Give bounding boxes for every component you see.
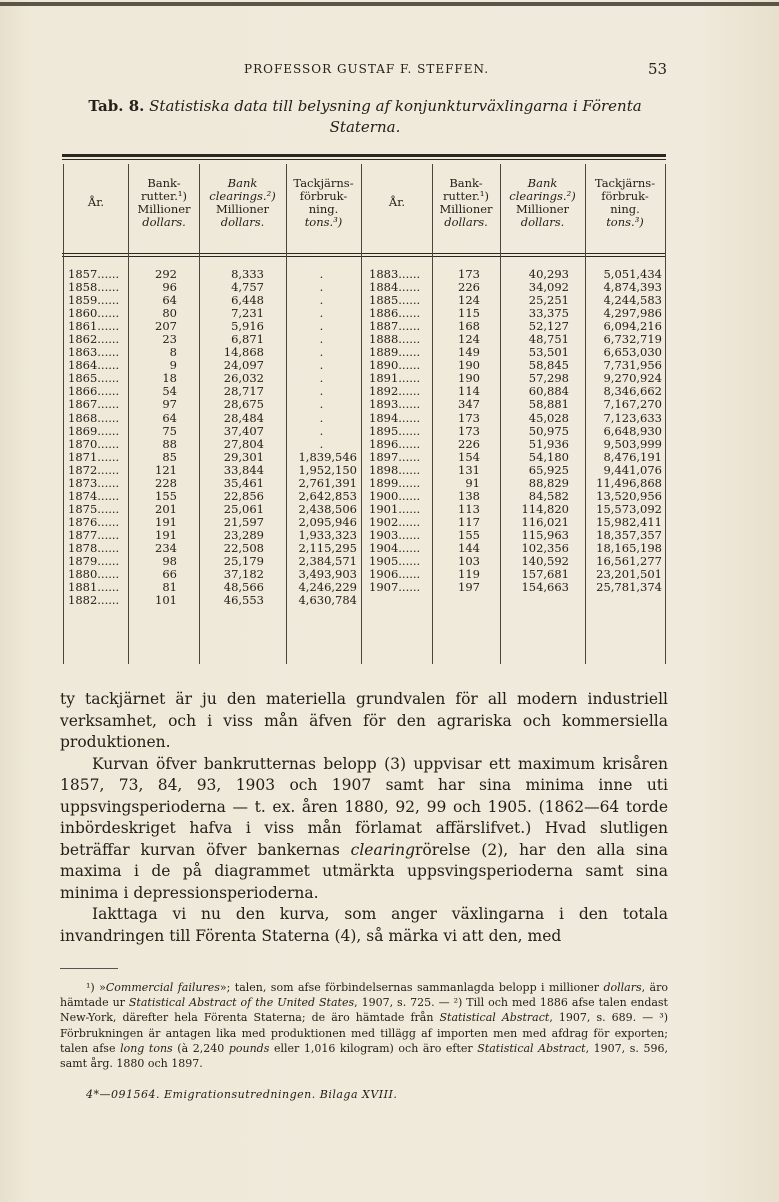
header-line: Bank bbox=[527, 176, 558, 190]
table-cell-failures: 9 bbox=[169, 358, 177, 373]
table-cell-clearings: 25,251 bbox=[528, 293, 569, 308]
table-cell-clearings: 22,856 bbox=[223, 488, 264, 503]
footnote bbox=[60, 980, 668, 1071]
table-cell-year: 1883...... bbox=[369, 267, 421, 281]
table-cell-year: 1868...... bbox=[68, 410, 120, 425]
table-cell-year: 1897...... bbox=[369, 449, 421, 464]
table-cell-year: 1906...... bbox=[369, 567, 421, 582]
table-cell-pigiron: . bbox=[319, 436, 324, 451]
header-line: Millioner bbox=[439, 202, 493, 216]
table-cell-clearings: 116,021 bbox=[521, 514, 569, 529]
table-cell-year: 1865...... bbox=[68, 371, 120, 386]
table-cell-failures: 81 bbox=[162, 580, 177, 595]
table-cell-clearings: 21,597 bbox=[223, 514, 264, 529]
table-cell-clearings: 6,871 bbox=[231, 332, 264, 347]
table-cell-pigiron: 1,933,323 bbox=[298, 527, 357, 542]
table-header-rule-2 bbox=[62, 256, 666, 257]
table-cell-failures: 154 bbox=[458, 449, 480, 464]
table-cell-year: 1862...... bbox=[68, 332, 120, 347]
table-cell-clearings: 6,448 bbox=[231, 293, 264, 308]
table-cell-clearings: 50,975 bbox=[528, 423, 569, 438]
header-line: Tackjärns- bbox=[293, 176, 354, 190]
footnote-rule bbox=[60, 968, 118, 969]
table-cell-clearings: 45,028 bbox=[528, 410, 569, 425]
header-line: förbruk- bbox=[601, 189, 649, 203]
table-cell-clearings: 58,881 bbox=[528, 397, 569, 412]
fn-run: »; talen, som afse förbindelsernas sammanlagda belopp i millioner bbox=[219, 981, 604, 994]
table-cell-clearings: 52,127 bbox=[528, 319, 569, 334]
table-col-divider bbox=[361, 164, 362, 664]
table-cell-failures: 66 bbox=[162, 567, 177, 582]
table-cell-failures: 54 bbox=[162, 384, 177, 399]
table-cell-pigiron: . bbox=[319, 358, 324, 373]
table-cell-clearings: 28,675 bbox=[223, 397, 264, 412]
table-cell-clearings: 114,820 bbox=[521, 501, 569, 516]
table-cell-year: 1899...... bbox=[369, 475, 421, 490]
table-cell-failures: 234 bbox=[155, 540, 177, 555]
table-cell-clearings: 23,289 bbox=[223, 527, 264, 542]
left-failures-column bbox=[129, 268, 177, 607]
table-cell-pigiron: 2,438,506 bbox=[298, 501, 357, 516]
fn-run-italic: dollars bbox=[603, 981, 642, 994]
table-cell-year: 1878...... bbox=[68, 540, 120, 555]
table-title: Statistiska data till belysning af konjunkturväxlingarna i Förenta Staterna. bbox=[149, 97, 642, 136]
table-cell-pigiron: 9,503,999 bbox=[603, 436, 662, 451]
table-top-rule-thin bbox=[62, 159, 666, 160]
text-run-italic: clearing bbox=[350, 840, 415, 859]
table-cell-pigiron: 8,476,191 bbox=[603, 449, 662, 464]
table-cell-year: 1889...... bbox=[369, 345, 421, 360]
table-cell-pigiron: 6,648,930 bbox=[603, 423, 662, 438]
table-cell-year: 1857...... bbox=[68, 267, 120, 281]
fn-run-italic: long tons bbox=[120, 1041, 173, 1055]
table-cell-clearings: 58,845 bbox=[528, 358, 569, 373]
table-cell-failures: 121 bbox=[155, 462, 177, 477]
header-pigiron-right bbox=[585, 177, 665, 229]
table-cell-pigiron: . bbox=[319, 371, 324, 386]
table-cell-pigiron: 3,493,903 bbox=[298, 567, 357, 582]
table-cell-clearings: 33,375 bbox=[528, 306, 569, 321]
table-cell-clearings: 29,301 bbox=[223, 449, 264, 464]
table-cell-failures: 131 bbox=[458, 462, 480, 477]
table-cell-pigiron: 4,297,986 bbox=[603, 306, 662, 321]
table-cell-pigiron: . bbox=[319, 345, 324, 360]
right-clearings-column bbox=[500, 268, 569, 594]
table-cell-year: 1863...... bbox=[68, 345, 120, 360]
table-cell-clearings: 88,829 bbox=[528, 475, 569, 490]
header-year-right: År. bbox=[388, 195, 406, 209]
table-cell-pigiron: . bbox=[319, 319, 324, 334]
table-cell-year: 1877...... bbox=[68, 527, 120, 542]
table-cell-clearings: 48,751 bbox=[528, 332, 569, 347]
header-pigiron-left bbox=[286, 177, 361, 229]
table-cell-pigiron: . bbox=[319, 280, 324, 295]
table-cell-year: 1861...... bbox=[68, 319, 120, 334]
table-cell-clearings: 102,356 bbox=[521, 540, 569, 555]
fn-run-italic: Statistical Abstract of the United States bbox=[128, 996, 355, 1010]
table-label: Tab. 8. bbox=[88, 97, 145, 115]
table-cell-year: 1902...... bbox=[369, 514, 421, 529]
table-cell-clearings: 84,582 bbox=[528, 488, 569, 503]
table-cell-pigiron: 16,561,277 bbox=[596, 554, 662, 569]
table-cell-year: 1872...... bbox=[68, 462, 120, 477]
header-line: Millioner bbox=[137, 202, 191, 216]
left-pigiron-column bbox=[286, 268, 357, 607]
table-cell-failures: 117 bbox=[458, 514, 480, 529]
table-cell-clearings: 34,092 bbox=[528, 280, 569, 295]
table-cell-pigiron: 2,384,571 bbox=[298, 554, 357, 569]
header-failures-left bbox=[129, 177, 199, 229]
table-cell-failures: 103 bbox=[458, 554, 480, 569]
table-header-rule bbox=[62, 253, 666, 254]
table-cell-clearings: 140,592 bbox=[521, 554, 569, 569]
table-cell-year: 1884...... bbox=[369, 280, 421, 295]
table-cell-pigiron: 2,115,295 bbox=[298, 540, 357, 555]
table-cell-clearings: 5,916 bbox=[231, 319, 264, 334]
table-cell-pigiron: 13,520,956 bbox=[596, 488, 662, 503]
table-cell-pigiron: 5,051,434 bbox=[603, 267, 662, 281]
table-cell-failures: 98 bbox=[162, 554, 177, 569]
table-cell-clearings: 54,180 bbox=[528, 449, 569, 464]
table-cell-year: 1886...... bbox=[369, 306, 421, 321]
table-cell-clearings: 8,333 bbox=[231, 267, 264, 281]
table-cell-pigiron: 9,270,924 bbox=[603, 371, 662, 386]
table-cell-failures: 124 bbox=[458, 332, 480, 347]
paragraph: Iakttaga vi nu den kurva, som anger växlingarna i den totala invandringen till Förenta Staterna (4), så märka vi att den, med bbox=[60, 905, 668, 945]
table-cell-clearings: 7,231 bbox=[231, 306, 264, 321]
header-line: Millioner bbox=[215, 202, 270, 216]
table-cell-pigiron: 4,630,784 bbox=[298, 593, 357, 608]
table-cell-pigiron: 1,839,546 bbox=[298, 449, 357, 464]
table-cell-year: 1871...... bbox=[68, 449, 120, 464]
table-cell-year: 1890...... bbox=[369, 358, 421, 373]
table-cell-pigiron: . bbox=[319, 306, 324, 321]
table-cell-year: 1894...... bbox=[369, 410, 421, 425]
fn-run-italic: Statistical Abstract bbox=[439, 1011, 550, 1025]
table-cell-pigiron: 4,874,393 bbox=[603, 280, 662, 295]
table-cell-failures: 114 bbox=[458, 384, 480, 399]
table-col-divider bbox=[665, 164, 666, 664]
table-cell-failures: 197 bbox=[458, 580, 480, 595]
table-cell-failures: 226 bbox=[458, 280, 480, 295]
table-cell-failures: 64 bbox=[162, 410, 177, 425]
table-cell-pigiron: 6,732,719 bbox=[603, 332, 662, 347]
table-cell-year: 1882...... bbox=[68, 593, 120, 608]
table-cell-clearings: 24,097 bbox=[223, 358, 264, 373]
table-cell-clearings: 28,717 bbox=[223, 384, 264, 399]
table-cell-pigiron: 11,496,868 bbox=[596, 475, 662, 490]
table-cell-clearings: 37,182 bbox=[223, 567, 264, 582]
fn-run: , 1907, s. 689. — ³) Förbrukningen är antagen lika med produktionen med tillägg af importen men med afdrag för exporten; talen afse bbox=[60, 1011, 669, 1055]
fn-run: (à 2,240 bbox=[172, 1041, 229, 1055]
table-cell-failures: 124 bbox=[458, 293, 480, 308]
table-col-divider bbox=[63, 164, 64, 664]
table-cell-clearings: 46,553 bbox=[223, 593, 264, 608]
table-cell-failures: 173 bbox=[458, 423, 480, 438]
table-cell-failures: 347 bbox=[458, 397, 480, 412]
table-cell-year: 1888...... bbox=[369, 332, 421, 347]
header-line: clearings.²) bbox=[509, 189, 576, 203]
table-cell-year: 1875...... bbox=[68, 501, 120, 516]
table-cell-year: 1892...... bbox=[369, 384, 421, 399]
table-cell-clearings: 51,936 bbox=[528, 436, 569, 451]
page-number: 53 bbox=[648, 60, 668, 78]
table-cell-pigiron: . bbox=[319, 267, 324, 281]
table-cell-failures: 191 bbox=[155, 527, 177, 542]
table-cell-clearings: 14,868 bbox=[223, 345, 264, 360]
table-cell-failures: 138 bbox=[458, 488, 480, 503]
printer-signature: 4*—091564. Emigrationsutredningen. Bilaga XVIII. bbox=[86, 1088, 398, 1101]
table-cell-year: 1903...... bbox=[369, 527, 421, 542]
table-cell-clearings: 33,844 bbox=[223, 462, 264, 477]
table-cell-pigiron: 2,761,391 bbox=[298, 475, 357, 490]
table-cell-failures: 144 bbox=[458, 540, 480, 555]
header-line: clearings.²) bbox=[209, 189, 276, 203]
text-run: rörelse (2), har den alla sina maxima i de på diagrammet utmärkta uppsvingsperioderna samt sina minima i depressionsperioderna. bbox=[60, 840, 668, 902]
table-cell-clearings: 22,508 bbox=[223, 540, 264, 555]
table-cell-year: 1874...... bbox=[68, 488, 120, 503]
table-cell-failures: 80 bbox=[162, 306, 177, 321]
fn-run-italic: Statistical Abstract bbox=[477, 1041, 586, 1055]
header-line: rutter.¹) bbox=[141, 189, 187, 203]
header-line: tons.³) bbox=[304, 215, 343, 229]
table-cell-failures: 96 bbox=[162, 280, 177, 295]
table-cell-failures: 168 bbox=[458, 319, 480, 334]
table-cell-failures: 85 bbox=[162, 449, 177, 464]
table-cell-failures: 173 bbox=[458, 410, 480, 425]
table-cell-year: 1869...... bbox=[68, 423, 120, 438]
table-cell-year: 1860...... bbox=[68, 306, 120, 321]
table-cell-pigiron: . bbox=[319, 293, 324, 308]
table-cell-pigiron: 2,642,853 bbox=[298, 488, 357, 503]
table-cell-year: 1858...... bbox=[68, 280, 120, 295]
table-cell-pigiron: 2,095,946 bbox=[298, 514, 357, 529]
header-line: dollars. bbox=[220, 215, 265, 229]
table-cell-pigiron: 23,201,501 bbox=[596, 567, 662, 582]
table-cell-clearings: 115,963 bbox=[521, 527, 569, 542]
table-cell-year: 1907...... bbox=[369, 580, 421, 595]
table-cell-pigiron: 18,165,198 bbox=[596, 540, 662, 555]
table-cell-pigiron: . bbox=[319, 332, 324, 347]
table-cell-pigiron: 8,346,662 bbox=[603, 384, 662, 399]
text-run: Kurvan öfver bankrutternas belopp (3) uppvisar ett maximum krisåren 1857, 73, 84, 93, 1903 och 1907 samt har sina minima inne uti uppsvingsperioderna — t. ex. åren 1880, 92, 99 och 1905. (1862—64 torde inbördeskriget hafva i viss mån förlamat affärslifvet.) Hvad slutligen beträffar kurvan öfver bankernas bbox=[60, 754, 668, 859]
table-cell-year: 1895...... bbox=[369, 423, 421, 438]
table-cell-failures: 8 bbox=[169, 345, 177, 360]
table-cell-year: 1870...... bbox=[68, 436, 120, 451]
header-line: förbruk- bbox=[299, 189, 348, 203]
table-cell-failures: 23 bbox=[162, 332, 177, 347]
table-cell-failures: 91 bbox=[465, 475, 480, 490]
table-cell-year: 1901...... bbox=[369, 501, 421, 516]
table-cell-year: 1896...... bbox=[369, 436, 421, 451]
table-cell-clearings: 27,804 bbox=[223, 436, 264, 451]
header-line: dollars. bbox=[444, 215, 488, 229]
table-cell-clearings: 154,663 bbox=[521, 580, 569, 595]
header-clearings-right bbox=[500, 177, 585, 229]
table-cell-pigiron: 6,094,216 bbox=[603, 319, 662, 334]
table-cell-failures: 228 bbox=[155, 475, 177, 490]
table-cell-failures: 190 bbox=[458, 371, 480, 386]
table-cell-year: 1900...... bbox=[369, 488, 421, 503]
table-cell-failures: 97 bbox=[162, 397, 177, 412]
table-cell-clearings: 25,061 bbox=[223, 501, 264, 516]
table-cell-failures: 115 bbox=[458, 306, 480, 321]
table-cell-pigiron: 7,167,270 bbox=[603, 397, 662, 412]
table-cell-pigiron: 18,357,357 bbox=[596, 527, 662, 542]
table-cell-failures: 113 bbox=[458, 501, 480, 516]
paragraph bbox=[60, 754, 668, 905]
table-cell-clearings: 53,501 bbox=[528, 345, 569, 360]
table-cell-failures: 207 bbox=[155, 319, 177, 334]
table-cell-failures: 149 bbox=[458, 345, 480, 360]
table-cell-failures: 75 bbox=[162, 423, 177, 438]
header-line: Millioner bbox=[515, 202, 570, 216]
table-cell-year: 1873...... bbox=[68, 475, 120, 490]
running-head: PROFESSOR GUSTAF F. STEFFEN. bbox=[244, 62, 490, 76]
table-cell-pigiron: 4,246,229 bbox=[298, 580, 357, 595]
table-cell-failures: 18 bbox=[162, 371, 177, 386]
table-cell-pigiron: 7,123,633 bbox=[603, 410, 662, 425]
header-line: dollars. bbox=[142, 215, 186, 229]
left-clearings-column bbox=[199, 268, 264, 607]
table-cell-clearings: 157,681 bbox=[521, 567, 569, 582]
table-cell-clearings: 40,293 bbox=[528, 267, 569, 281]
table-cell-pigiron: 25,781,374 bbox=[596, 580, 662, 595]
table-cell-year: 1881...... bbox=[68, 580, 120, 595]
fn-run: eller 1,016 kilogram) och äro efter bbox=[269, 1041, 478, 1055]
header-clearings-left bbox=[199, 177, 286, 229]
header-line: Bank- bbox=[449, 176, 483, 190]
table-cell-clearings: 26,032 bbox=[223, 371, 264, 386]
header-line: Bank- bbox=[147, 176, 181, 190]
page-header bbox=[0, 62, 779, 82]
fn-run-italic: Commercial failures bbox=[105, 981, 220, 994]
table-cell-year: 1859...... bbox=[68, 293, 120, 308]
table-cell-clearings: 57,298 bbox=[528, 371, 569, 386]
header-line: Tackjärns- bbox=[594, 176, 656, 190]
left-year-column bbox=[68, 268, 128, 607]
table-cell-failures: 119 bbox=[458, 567, 480, 582]
table-caption bbox=[60, 96, 670, 138]
table-cell-year: 1893...... bbox=[369, 397, 421, 412]
header-line: Bank bbox=[227, 176, 258, 190]
table-cell-clearings: 37,407 bbox=[223, 423, 264, 438]
table-cell-pigiron: 9,441,076 bbox=[603, 462, 662, 477]
top-border bbox=[0, 2, 779, 6]
table-cell-failures: 292 bbox=[155, 267, 177, 281]
table-cell-failures: 155 bbox=[458, 527, 480, 542]
table-cell-year: 1880...... bbox=[68, 567, 120, 582]
header-year-left: År. bbox=[87, 195, 105, 209]
table-cell-failures: 190 bbox=[458, 358, 480, 373]
table-cell-year: 1887...... bbox=[369, 319, 421, 334]
table-cell-clearings: 28,484 bbox=[223, 410, 264, 425]
fn-run: , äro hämtade ur bbox=[60, 981, 668, 1010]
table-cell-year: 1876...... bbox=[68, 514, 120, 529]
table-cell-year: 1866...... bbox=[68, 384, 120, 399]
table-cell-year: 1904...... bbox=[369, 540, 421, 555]
fn-run: , 1907, s. 596, samt årg. 1880 och 1897. bbox=[60, 1041, 668, 1071]
table-cell-year: 1898...... bbox=[369, 462, 421, 477]
table-cell-failures: 88 bbox=[162, 436, 177, 451]
table-cell-pigiron: . bbox=[319, 410, 324, 425]
table-cell-clearings: 60,884 bbox=[528, 384, 569, 399]
table-cell-pigiron: 4,244,583 bbox=[603, 293, 662, 308]
table-cell-year: 1891...... bbox=[369, 371, 421, 386]
table-cell-failures: 101 bbox=[155, 593, 177, 608]
table-cell-pigiron: . bbox=[319, 397, 324, 412]
table-cell-pigiron: 6,653,030 bbox=[603, 345, 662, 360]
header-failures-right bbox=[432, 177, 500, 229]
fn-run: ¹) » bbox=[86, 981, 106, 994]
table-top-rule bbox=[62, 154, 666, 157]
table-cell-failures: 173 bbox=[458, 267, 480, 281]
table-cell-pigiron: . bbox=[319, 384, 324, 399]
body-text bbox=[60, 689, 668, 947]
table-cell-failures: 191 bbox=[155, 514, 177, 529]
table-cell-pigiron: . bbox=[319, 423, 324, 438]
table-cell-clearings: 4,757 bbox=[231, 280, 264, 295]
table-cell-pigiron: 15,982,411 bbox=[596, 514, 662, 529]
table-cell-failures: 64 bbox=[162, 293, 177, 308]
table-cell-pigiron: 15,573,092 bbox=[596, 501, 662, 516]
table-cell-year: 1885...... bbox=[369, 293, 421, 308]
table-cell-year: 1867...... bbox=[68, 397, 120, 412]
table-cell-clearings: 65,925 bbox=[528, 462, 569, 477]
table-cell-pigiron: 1,952,150 bbox=[298, 462, 357, 477]
header-line: rutter.¹) bbox=[443, 189, 489, 203]
table-cell-failures: 226 bbox=[458, 436, 480, 451]
table-cell-year: 1905...... bbox=[369, 554, 421, 569]
fn-run: , 1907, s. 725. — ²) Till och med 1886 afse talen endast New-York, därefter hela Förenta Staterna; de äro hämtade från bbox=[60, 996, 668, 1025]
table-cell-clearings: 35,461 bbox=[223, 475, 264, 490]
right-pigiron-column bbox=[585, 268, 662, 594]
right-failures-column bbox=[432, 268, 480, 594]
table-cell-failures: 155 bbox=[155, 488, 177, 503]
table-cell-year: 1879...... bbox=[68, 554, 120, 569]
header-line: ning. bbox=[308, 202, 339, 216]
paragraph: ty tackjärnet är ju den materiella grundvalen för all modern industriell verksamhet, och i viss mån äfven för den agrariska och kommersiella produktionen. bbox=[60, 690, 668, 751]
table-cell-clearings: 25,179 bbox=[223, 554, 264, 569]
table-cell-year: 1864...... bbox=[68, 358, 120, 373]
right-year-column bbox=[369, 268, 432, 594]
table-cell-clearings: 48,566 bbox=[223, 580, 264, 595]
table-cell-pigiron: 7,731,956 bbox=[603, 358, 662, 373]
header-line: ning. bbox=[610, 202, 640, 216]
fn-run-italic: pounds bbox=[228, 1041, 270, 1055]
header-line: dollars. bbox=[520, 215, 565, 229]
header-line: tons.³) bbox=[606, 215, 644, 229]
table-cell-failures: 201 bbox=[155, 501, 177, 516]
